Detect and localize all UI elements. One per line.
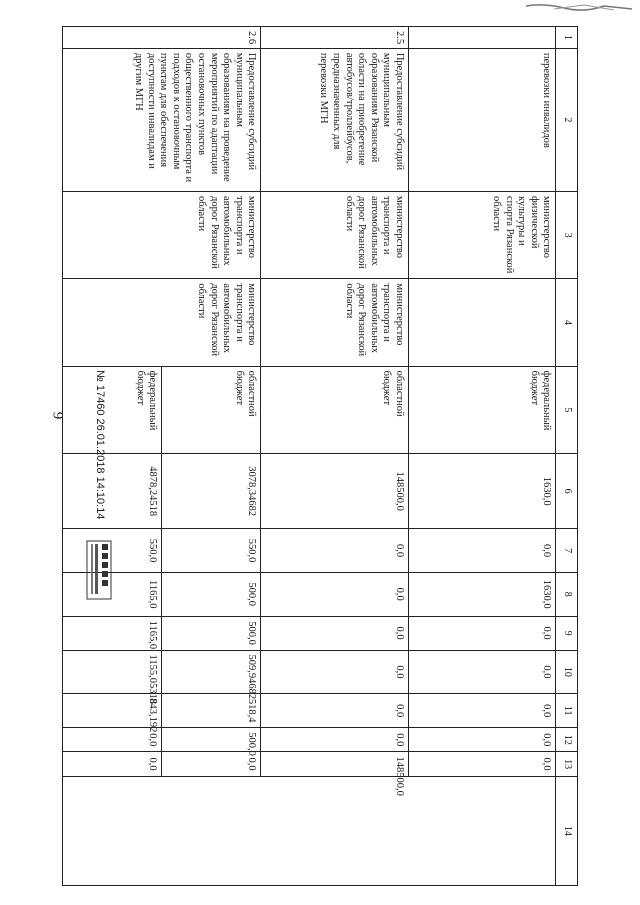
funding-source: федеральный бюджет [63, 366, 162, 453]
page-number: 9 [49, 411, 66, 420]
value-cell: 518,4 [162, 694, 261, 728]
header-cell: 13 [556, 752, 578, 776]
header-cell: 8 [556, 572, 578, 616]
value-cell: 148500,0 [261, 454, 409, 529]
value-cell: 550,0 [63, 529, 162, 573]
measure-name: перевозки инвалидов [408, 48, 556, 191]
executor: министерство транспорта и автомобильных дорог Рязанской области [261, 191, 409, 278]
value-cell: 1630,0 [408, 454, 556, 529]
header-cell: 14 [556, 776, 578, 885]
header-cell: 10 [556, 650, 578, 694]
executor: министерство физической культуры и спорта Рязанской области [408, 191, 556, 278]
header-cell: 4 [556, 279, 578, 366]
value-cell: 4878,24518 [63, 454, 162, 529]
value-cell: 0,0 [261, 728, 409, 752]
value-cell: 1630,0 [408, 572, 556, 616]
funding-source: областной бюджет [162, 366, 261, 453]
table-row [261, 27, 409, 886]
value-cell: 3078,34682 [162, 454, 261, 529]
header-cell: 12 [556, 728, 578, 752]
scan-artifact-icon [524, 0, 634, 16]
funding-source: областной бюджет [261, 366, 409, 453]
value-cell: 509,94682 [162, 650, 261, 694]
value-cell: 0,0 [261, 529, 409, 573]
coexecutor: министерство транспорта и автомобильных дорог Рязанской области [261, 279, 409, 366]
value-cell: 843,192 [63, 694, 162, 728]
measure-name: Предоставление субсидий муниципальным образованиям на проведение мероприятий по адаптации остановочных пунктов общественного транспорта и подходов к остановочным пунктам для обеспечения доступности инвалидам и другим МГН [63, 48, 261, 191]
value-cell: 0,0 [408, 616, 556, 650]
value-cell: 0,0 [261, 650, 409, 694]
value-cell: 0,0 [261, 572, 409, 616]
measure-name: Предоставление субсидий муниципальным образованиям Рязанской области на приобретение автобусов/троллейбусов, предназначенных для перевозки МГН [261, 48, 409, 191]
header-cell: 5 [556, 366, 578, 453]
row-number [408, 27, 556, 49]
registration-stamp [30, 370, 106, 720]
value-cell: 500,0 [162, 728, 261, 752]
value-cell: 0,0 [63, 728, 162, 752]
value-cell: 148500,0 [261, 752, 409, 776]
table-row [408, 27, 556, 886]
header-cell: 3 [556, 191, 578, 278]
row-number: 2.5 [261, 27, 409, 49]
funding-source: федеральный бюджет [408, 366, 556, 453]
value-cell: 1155,05318 [63, 650, 162, 694]
table-row [162, 27, 261, 886]
registration-number: № 17460 26.01.2018 14:10:14 [94, 370, 106, 520]
value-cell: 500,0 [162, 616, 261, 650]
value-cell: 0,0 [408, 752, 556, 776]
value-cell: 0,0 [261, 694, 409, 728]
coexecutor [408, 279, 556, 366]
table-header-row [556, 27, 578, 886]
header-cell: 7 [556, 529, 578, 573]
value-cell: 0,0 [408, 529, 556, 573]
value-cell: 500,0 [162, 572, 261, 616]
value-cell: 0,0 [408, 650, 556, 694]
value-cell: 0,0 [63, 752, 162, 776]
column-14-blank [63, 776, 556, 885]
value-cell: 0,0 [261, 616, 409, 650]
header-cell: 6 [556, 454, 578, 529]
budget-table [62, 26, 578, 886]
value-cell: 0,0 [408, 694, 556, 728]
executor: министерство транспорта и автомобильных дорог Рязанской области [63, 191, 261, 278]
value-cell: 0,0 [408, 728, 556, 752]
header-cell: 2 [556, 48, 578, 191]
value-cell: 550,0 [162, 529, 261, 573]
header-cell: 1 [556, 27, 578, 49]
header-cell: 11 [556, 694, 578, 728]
row-number: 2.6 [63, 27, 261, 49]
value-cell: 1165,0 [63, 572, 162, 616]
coexecutor: министерство транспорта и автомобильных дорог Рязанской области [63, 279, 261, 366]
value-cell: 0,0 [162, 752, 261, 776]
header-cell: 9 [556, 616, 578, 650]
value-cell: 1165,0 [63, 616, 162, 650]
